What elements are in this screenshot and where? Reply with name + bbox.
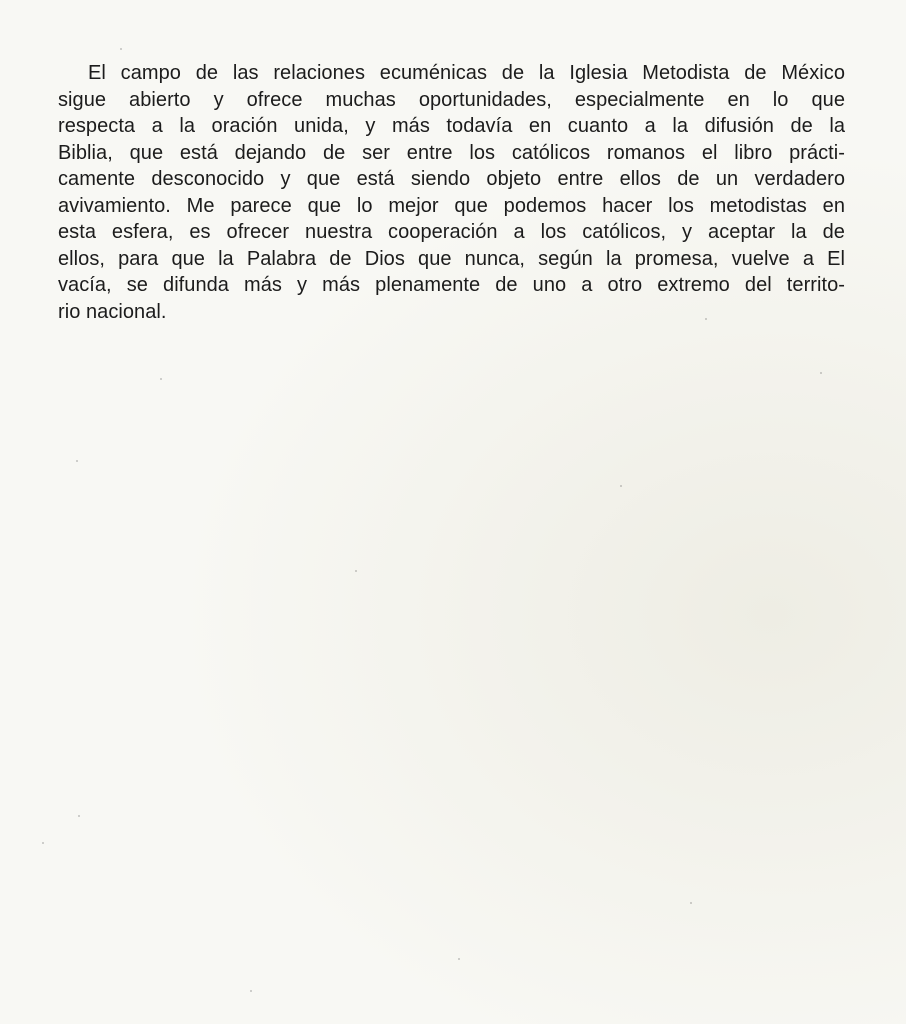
paragraph-line: avivamiento. Me parece que lo mejor que podemos hacer los metodistas en xyxy=(58,194,845,217)
scan-speck xyxy=(620,485,622,487)
paragraph-line: sigue abierto y ofrece muchas oportunidades, especialmente en lo que xyxy=(58,88,845,111)
scan-speck xyxy=(820,372,822,374)
scan-speck xyxy=(78,815,80,817)
body-paragraph xyxy=(58,60,845,325)
scan-speck xyxy=(160,378,162,380)
paragraph-line: Biblia, que está dejando de ser entre los católicos romanos el libro prácti- xyxy=(58,141,845,164)
paragraph-line: respecta a la oración unida, y más todavía en cuanto a la difusión de la xyxy=(58,115,845,137)
paragraph-line: rio nacional. xyxy=(58,300,167,323)
paragraph-line: El campo de las relaciones ecuménicas de la Iglesia Metodista de México xyxy=(88,62,845,84)
paragraph-line: camente desconocido y que está siendo objeto entre ellos de un verdadero xyxy=(58,168,845,190)
scan-speck xyxy=(250,990,252,992)
scan-speck xyxy=(458,958,460,960)
paragraph-line: esta esfera, es ofrecer nuestra cooperación a los católicos, y aceptar la de xyxy=(58,221,845,243)
scan-speck xyxy=(690,902,692,904)
scan-speck xyxy=(120,48,122,50)
paragraph-line: vacía, se difunda más y más plenamente de uno a otro extremo del territo- xyxy=(58,274,845,296)
paragraph-line: ellos, para que la Palabra de Dios que nunca, según la promesa, vuelve a El xyxy=(58,247,845,270)
scan-speck xyxy=(42,842,44,844)
scan-speck xyxy=(705,318,707,320)
scan-speck xyxy=(355,570,357,572)
scan-speck xyxy=(76,460,78,462)
